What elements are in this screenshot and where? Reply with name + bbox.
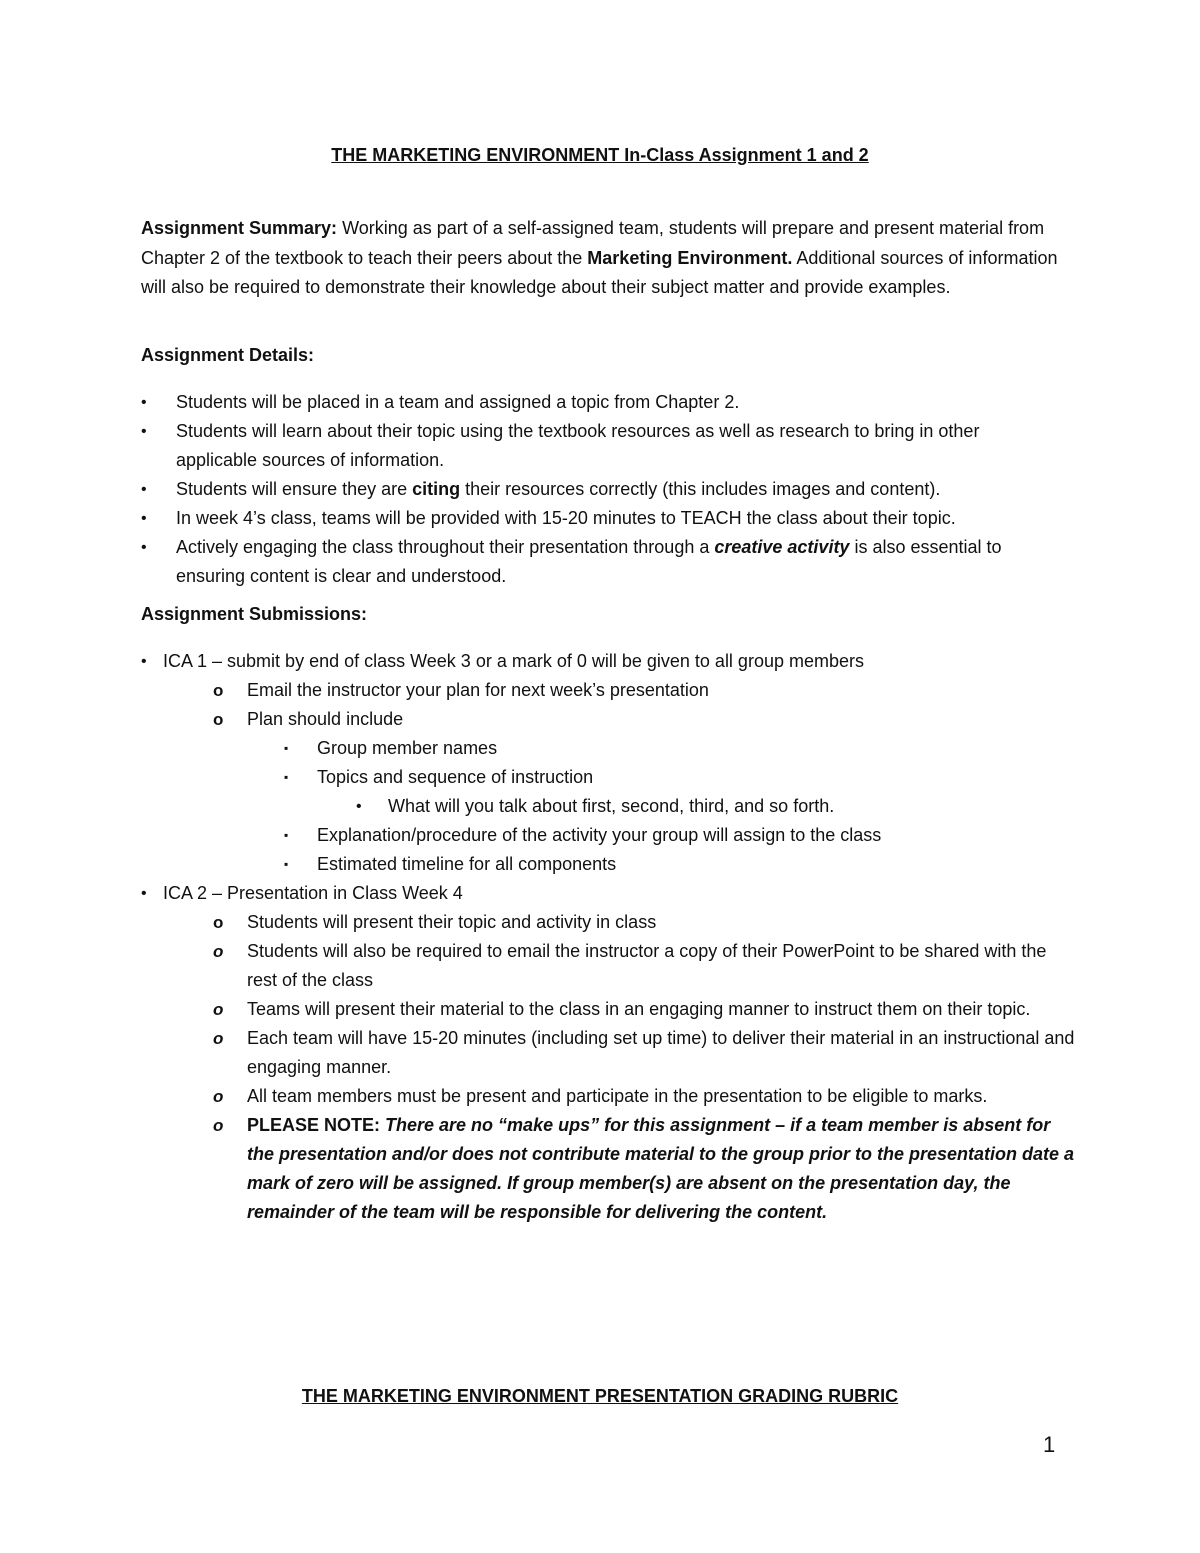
list-item [141, 705, 1081, 734]
list-item [141, 388, 1061, 417]
submissions-heading: Assignment Submissions: [141, 604, 368, 624]
details-heading: Assignment Details: [141, 345, 315, 365]
list-item [141, 417, 1061, 475]
details-item-text: Actively engaging the class throughout their presentation through a [176, 537, 715, 557]
bullet-icon: • [141, 885, 147, 902]
citing-emphasis: citing [412, 479, 461, 499]
creative-activity-emphasis: creative activity [714, 537, 850, 557]
bullet-icon: o [213, 681, 224, 700]
bullet-icon: o [213, 710, 224, 729]
list-item [141, 734, 1081, 763]
list-item-ica1 [141, 647, 1081, 676]
bullet-icon: ▪ [284, 857, 289, 871]
rubric-title: THE MARKETING ENVIRONMENT PRESENTATION GRADING RUBRIC [301, 1386, 899, 1406]
list-item [141, 475, 1061, 504]
details-item-text: In week 4’s class, teams will be provided with 15-20 minutes to TEACH the class about their topic. [176, 508, 956, 528]
ica1-label: ICA 1 – submit by end of class Week 3 or a mark of 0 will be given to all group members [163, 651, 864, 671]
bullet-icon: o [213, 1000, 224, 1019]
details-item-text: Students will be placed in a team and assigned a topic from Chapter 2. [176, 392, 740, 412]
list-item [141, 850, 1081, 879]
list-item-note [141, 1111, 1081, 1227]
bullet-icon: ▪ [284, 741, 289, 755]
list-item [141, 821, 1081, 850]
list-item [141, 504, 1061, 533]
summary-label: Assignment Summary: [141, 218, 338, 238]
list-item [141, 1082, 1081, 1111]
bullet-icon: o [213, 1116, 224, 1135]
bullet-icon: • [356, 798, 362, 815]
bullet-icon: • [141, 394, 147, 411]
list-item-text: Students will present their topic and activity in class [247, 912, 657, 932]
list-item-text: What will you talk about first, second, third, and so forth. [388, 796, 835, 816]
list-item-text: Explanation/procedure of the activity your group will assign to the class [317, 825, 882, 845]
list-item-text: Teams will present their material to the class in an engaging manner to instruct them on their topic. [247, 999, 1031, 1019]
bullet-icon: • [141, 510, 147, 527]
page-number: 1 [1043, 1432, 1056, 1457]
bullet-icon: ▪ [284, 828, 289, 842]
bullet-icon: • [141, 481, 147, 498]
bullet-icon: • [141, 539, 147, 556]
bullet-icon: • [141, 423, 147, 440]
submissions-list [141, 647, 1081, 1227]
list-item-text: Group member names [317, 738, 498, 758]
bullet-icon: o [213, 1029, 224, 1048]
ica2-label: ICA 2 – Presentation in Class Week 4 [163, 883, 463, 903]
summary-text-2: Additional sources of information will also be required to demonstrate their knowledge about their subject matter and provide examples. [141, 247, 1058, 297]
bullet-icon: o [213, 913, 224, 932]
list-item-text: Plan should include [247, 709, 404, 729]
bullet-icon: o [213, 942, 224, 961]
details-item-text: Students will ensure they are [176, 479, 413, 499]
list-item [141, 763, 1081, 792]
assignment-summary [141, 214, 1071, 303]
bullet-icon: o [213, 1087, 224, 1106]
list-item-text: Email the instructor your plan for next week’s presentation [247, 680, 709, 700]
summary-text-1: Working as part of a self-assigned team, students will prepare and present material from Chapter 2 of the textbook to teach their peers about the [141, 218, 1045, 268]
details-list [141, 388, 1061, 591]
note-text: There are no “make ups” for this assignment – if a team member is absent for the presentation and/or does not contribute material to the group prior to the presentation date a mark of zero will be assigned. If group member(s) are absent on the presentation day, the remainder of the team will be responsible for delivering the content. [247, 1115, 1075, 1222]
bullet-icon: • [141, 653, 147, 670]
details-item-text: Students will learn about their topic using the textbook resources as well as research to bring in other applicable sources of information. [176, 421, 980, 470]
list-item-text: Estimated timeline for all components [317, 854, 617, 874]
details-item-text: is also essential to ensuring content is clear and understood. [176, 537, 1002, 586]
list-item [141, 995, 1081, 1024]
list-item-text: Topics and sequence of instruction [317, 767, 594, 787]
list-item [141, 937, 1081, 995]
summary-bold: Marketing Environment. [587, 247, 793, 268]
list-item [141, 908, 1081, 937]
list-item-ica2 [141, 879, 1081, 908]
list-item [141, 676, 1081, 705]
list-item-text: Each team will have 15-20 minutes (including set up time) to deliver their material in an instructional and engaging manner. [247, 1028, 1075, 1077]
list-item-text: Students will also be required to email the instructor a copy of their PowerPoint to be shared with the rest of the class [247, 941, 1047, 990]
list-item [141, 792, 1081, 821]
bullet-icon: ▪ [284, 770, 289, 784]
list-item [141, 1024, 1081, 1082]
details-item-text: their resources correctly (this includes images and content). [460, 479, 941, 499]
list-item [141, 533, 1061, 591]
note-label: PLEASE NOTE: [247, 1115, 381, 1135]
document-title: THE MARKETING ENVIRONMENT In-Class Assignment 1 and 2 [331, 145, 869, 165]
list-item-text: All team members must be present and participate in the presentation to be eligible to marks. [247, 1086, 988, 1106]
